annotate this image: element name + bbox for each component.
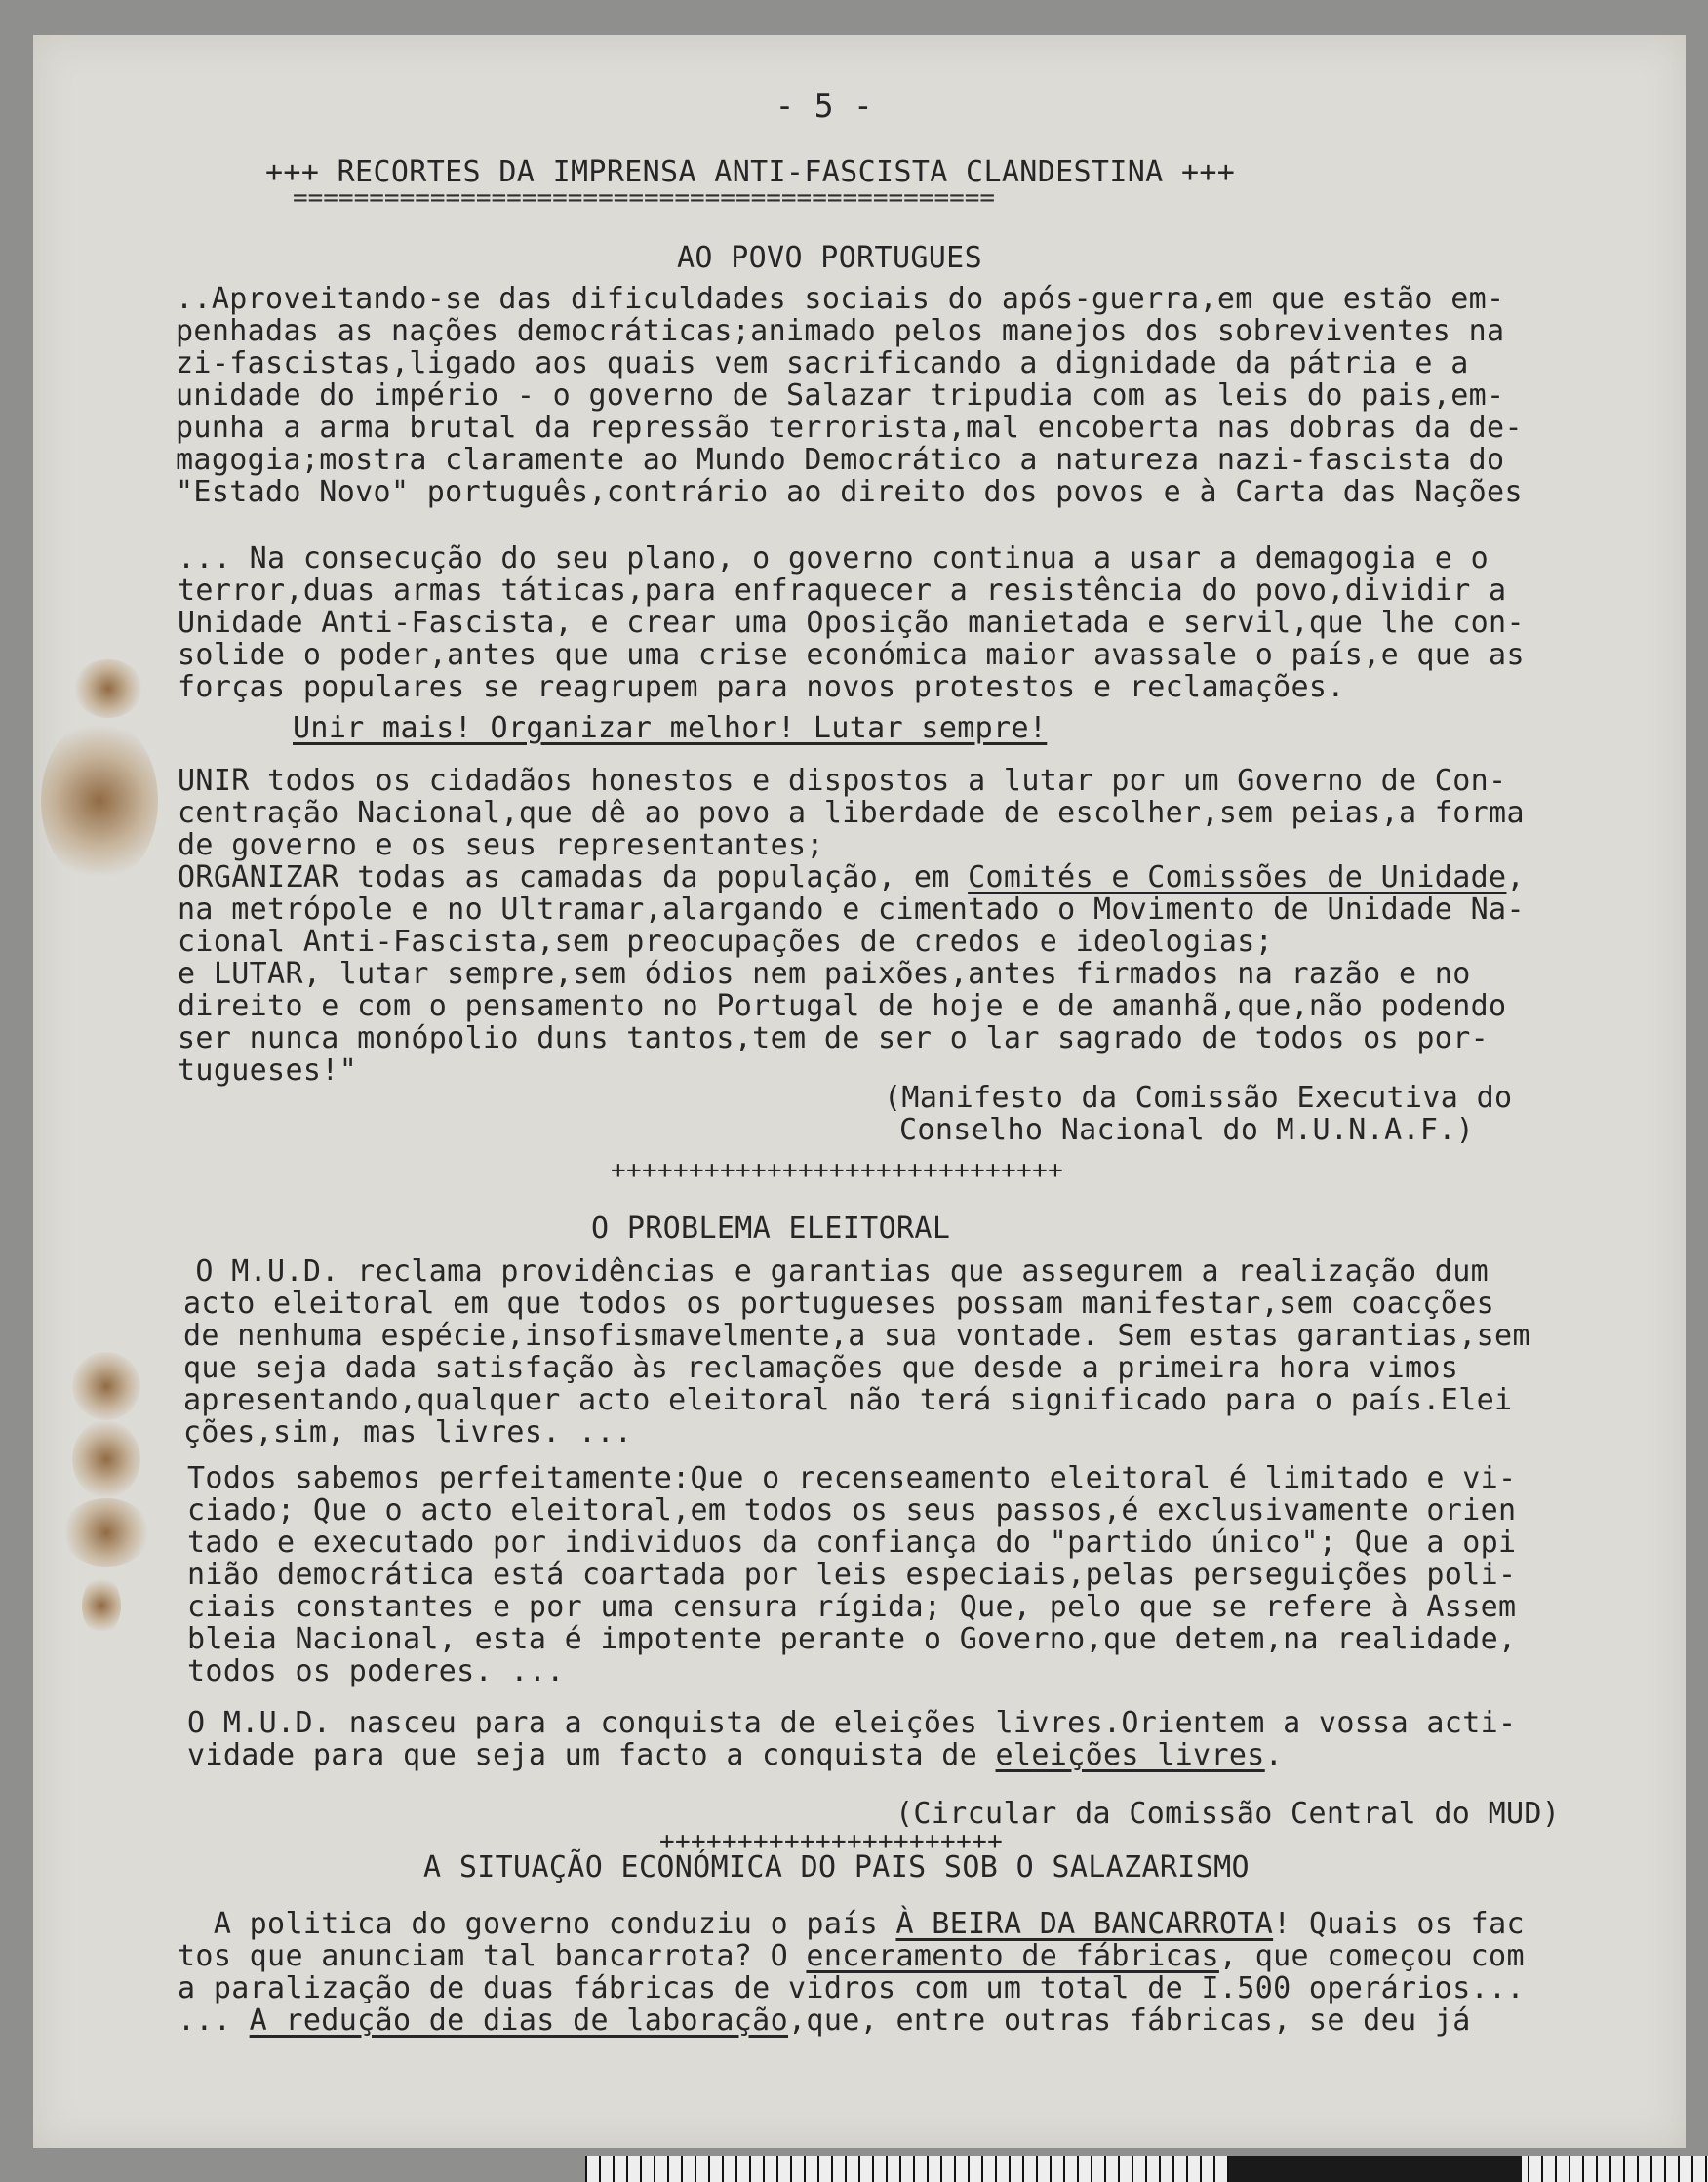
text-line: e LUTAR, lutar sempre,sem ódios nem paixões,antes firmados na razão e no bbox=[178, 957, 1471, 991]
scan-scale-bar bbox=[585, 2156, 1708, 2182]
text-line bbox=[178, 1908, 1525, 1941]
text-line: Unidade Anti-Fascista, e crear uma Oposição manietada e servil,que lhe con- bbox=[178, 606, 1525, 640]
page-header: +++ RECORTES DA IMPRENSA ANTI-FASCISTA CLANDESTINA +++ bbox=[265, 155, 1236, 189]
text-line: magogia;mostra claramente ao Mundo Democrático a natureza nazi-fascista do bbox=[176, 443, 1505, 477]
text-segment: ORGANIZAR todas as camadas da população, em bbox=[178, 860, 969, 894]
text-line: O M.U.D. nasceu para a conquista de eleições livres.Orientem a vossa acti- bbox=[187, 1706, 1517, 1740]
text-line: tugueses!" bbox=[178, 1053, 358, 1088]
text-line: nião democrática está coartada por leis especiais,pelas perseguições poli- bbox=[187, 1558, 1517, 1592]
text-segment: vidade para que seja um facto a conquista de bbox=[187, 1738, 996, 1772]
text-line: punha a arma brutal da repressão terrorista,mal encoberta nas dobras da de- bbox=[176, 411, 1523, 445]
slogan: Unir mais! Organizar melhor! Lutar sempre! bbox=[293, 711, 1048, 745]
underlined-text: enceramento de fábricas bbox=[806, 1939, 1219, 1973]
text-line bbox=[178, 2004, 1471, 2038]
text-line: centração Nacional,que dê ao povo a liberdade de escolher,sem peias,a forma bbox=[178, 796, 1525, 830]
text-line: penhadas as nações democráticas;animado pelos manejos dos sobreviventes na bbox=[176, 314, 1505, 348]
text-line: terror,duas armas táticas,para enfraquecer a resistência do povo,dividir a bbox=[178, 574, 1507, 608]
text-segment: tos que anunciam tal bancarrota? O bbox=[178, 1939, 807, 1973]
text-line: que seja dada satisfação às reclamações que desde a primeira hora vimos bbox=[183, 1351, 1459, 1385]
section-title: AO POVO PORTUGUES bbox=[677, 241, 982, 275]
text-line: solide o poder,antes que uma crise económica maior avassale o país,e que as bbox=[178, 638, 1525, 672]
text-line: bleia Nacional, esta é impotente perante o Governo,que detem,na realidade, bbox=[187, 1622, 1517, 1656]
text-segment: , que começou com bbox=[1218, 1939, 1525, 1973]
text-line: UNIR todos os cidadãos honestos e dispostos a lutar por um Governo de Con- bbox=[178, 764, 1507, 798]
text-line: de governo e os seus representantes; bbox=[178, 828, 824, 862]
text-line: ... Na consecução do seu plano, o governo continua a usar a demagogia e o bbox=[178, 541, 1490, 575]
text-line: ções,sim, mas livres. ... bbox=[183, 1415, 633, 1449]
text-line bbox=[178, 1940, 1525, 1973]
source-citation: Conselho Nacional do M.U.N.A.F.) bbox=[899, 1113, 1475, 1147]
text-line: na metrópole e no Ultramar,alargando e cimentado o Movimento de Unidade Na- bbox=[178, 893, 1525, 927]
text-line: ser nunca monópolio duns tantos,tem de ser o lar sagrado de todos os por- bbox=[178, 1021, 1490, 1055]
text-line: zi-fascistas,ligado aos quais vem sacrificando a dignidade da pátria e a bbox=[176, 346, 1469, 380]
text-line: ciais constantes e por uma censura rígida; Que, pelo que se refere à Assem bbox=[187, 1590, 1517, 1624]
section-title: O PROBLEMA ELEITORAL bbox=[591, 1211, 951, 1246]
source-citation: (Manifesto da Comissão Executiva do bbox=[884, 1081, 1513, 1115]
text-segment: . bbox=[1264, 1738, 1284, 1772]
text-line: todos os poderes. ... bbox=[187, 1654, 565, 1688]
text-line: forças populares se reagrupem para novos protestos e reclamações. bbox=[178, 670, 1345, 704]
text-line: cional Anti-Fascista,sem preocupações de credos e ideologias; bbox=[178, 925, 1274, 959]
header-rule: ============================================== bbox=[293, 189, 996, 207]
underlined-text: eleições livres bbox=[995, 1738, 1265, 1772]
underlined-text: A redução de dias de laboração bbox=[249, 2003, 789, 2038]
text-line: a paralização de duas fábricas de vidros com um total de I.500 operários... bbox=[178, 1971, 1525, 2005]
text-line: ..Aproveitando-se das dificuldades sociais do após-guerra,em que estão em- bbox=[176, 282, 1505, 316]
text-segment: A politica do governo conduziu o país bbox=[178, 1907, 896, 1941]
text-line: acto eleitoral em que todos os portugueses possam manifestar,sem coacções bbox=[183, 1287, 1495, 1321]
text-line: unidade do império - o governo de Salazar tripudia com as leis do pais,em- bbox=[176, 378, 1505, 413]
text-line bbox=[178, 861, 1525, 894]
text-line: direito e com o pensamento no Portugal de hoje e de amanhã,que,não podendo bbox=[178, 989, 1507, 1023]
text-line: apresentando,qualquer acto eleitoral não terá significado para o país.Elei bbox=[183, 1383, 1513, 1417]
text-segment: ,que, entre outras fábricas, se deu já bbox=[788, 2003, 1471, 2038]
text-line: Todos sabemos perfeitamente:Que o recenseamento eleitoral é limitado e vi- bbox=[187, 1461, 1517, 1495]
underlined-text: À BEIRA DA BANCARROTA bbox=[895, 1907, 1274, 1941]
text-segment: ... bbox=[178, 2003, 250, 2038]
text-segment: , bbox=[1506, 860, 1525, 894]
text-line: "Estado Novo" português,contrário ao direito dos povos e à Carta das Nações bbox=[176, 475, 1523, 509]
page-number: - 5 - bbox=[775, 87, 874, 126]
text-line: tado e executado por individuos da confiança do "partido único"; Que a opi bbox=[187, 1526, 1517, 1560]
underlined-text: Comités e Comissões de Unidade bbox=[968, 860, 1507, 894]
separator: +++++++++++++++++++++++++++++ bbox=[611, 1156, 1064, 1185]
text-line: ciado; Que o acto eleitoral,em todos os seus passos,é exclusivamente orien bbox=[187, 1493, 1517, 1527]
source-citation: (Circular da Comissão Central do MUD) bbox=[895, 1797, 1561, 1831]
text-line: O M.U.D. reclama providências e garantias que assegurem a realização dum bbox=[178, 1254, 1490, 1289]
text-segment: ! Quais os fac bbox=[1273, 1907, 1525, 1941]
text-line: de nenhuma espécie,insofismavelmente,a sua vontade. Sem estas garantias,sem bbox=[183, 1319, 1530, 1353]
section-title: A SITUAÇÃO ECONÓMICA DO PAIS SOB O SALAZARISMO bbox=[423, 1850, 1250, 1884]
text-line bbox=[187, 1739, 1283, 1772]
separator: ++++++++++++++++++++++ bbox=[659, 1827, 1004, 1856]
